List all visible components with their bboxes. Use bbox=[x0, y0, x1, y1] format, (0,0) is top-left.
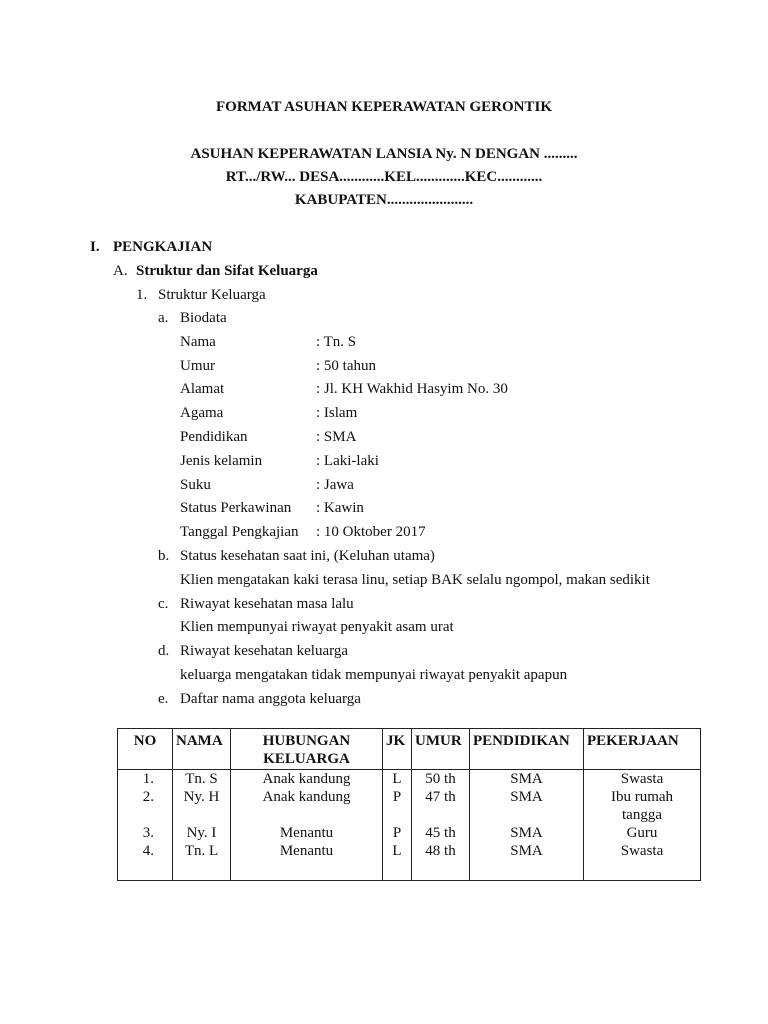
riwayat-lalu-text: Klien mempunyai riwayat penyakit asam urat bbox=[180, 619, 454, 635]
cell-no: 1. bbox=[118, 770, 173, 789]
daftar-title: Daftar nama anggota keluarga bbox=[180, 691, 361, 707]
cell-pekerjaan bbox=[584, 770, 701, 789]
cell-pendidikan: SMA bbox=[470, 788, 584, 824]
biodata-label: Status Perkawinan bbox=[180, 500, 292, 516]
cell-hubungan: Anak kandung bbox=[231, 770, 383, 789]
cell-jk: P bbox=[383, 824, 412, 842]
section-number: I. bbox=[90, 239, 100, 255]
section-heading: PENGKAJIAN bbox=[113, 239, 213, 255]
cell-pendidikan: SMA bbox=[470, 824, 584, 842]
cell-umur: 47 th bbox=[412, 788, 470, 824]
cell-pendidikan: SMA bbox=[470, 770, 584, 789]
biodata-value: : SMA bbox=[316, 429, 357, 445]
daftar-letter: e. bbox=[158, 691, 169, 707]
cell-nama: Tn. L bbox=[173, 842, 231, 881]
biodata-label: Tanggal Pengkajian bbox=[180, 524, 299, 540]
subtitle-line-1: ASUHAN KEPERAWATAN LANSIA Ny. N DENGAN ......... bbox=[190, 146, 578, 162]
biodata-value: : 50 tahun bbox=[316, 358, 376, 374]
cell-jk: L bbox=[383, 842, 412, 881]
cell-pekerjaan bbox=[584, 824, 701, 842]
table-row bbox=[118, 788, 701, 824]
cell-umur: 48 th bbox=[412, 842, 470, 881]
cell-pekerjaan-line: Ibu rumah bbox=[610, 789, 674, 805]
biodata-letter: a. bbox=[158, 310, 169, 326]
riwayat-keluarga-title: Riwayat kesehatan keluarga bbox=[180, 643, 348, 659]
biodata-title: Biodata bbox=[180, 310, 227, 326]
family-members-table bbox=[117, 728, 701, 881]
cell-hubungan: Anak kandung bbox=[231, 788, 383, 824]
header-jk: JK bbox=[383, 729, 412, 770]
biodata-label: Alamat bbox=[180, 381, 225, 397]
biodata-value: : Islam bbox=[316, 405, 358, 421]
cell-pendidikan: SMA bbox=[470, 842, 584, 881]
biodata-value: : Laki-laki bbox=[316, 453, 379, 469]
cell-pekerjaan bbox=[584, 788, 701, 824]
status-letter: b. bbox=[158, 548, 170, 564]
document-title: FORMAT ASUHAN KEPERAWATAN GERONTIK bbox=[215, 99, 552, 115]
cell-no: 2. bbox=[118, 788, 173, 824]
cell-pekerjaan-line: Guru bbox=[626, 825, 658, 841]
subtitle-line-2: RT.../RW... DESA............KEL.............KEC............ bbox=[225, 169, 543, 185]
header-no: NO bbox=[118, 729, 173, 770]
biodata-label: Suku bbox=[180, 477, 211, 493]
cell-jk: L bbox=[383, 770, 412, 789]
cell-pekerjaan bbox=[584, 842, 701, 881]
cell-nama: Ny. H bbox=[173, 788, 231, 824]
table-row bbox=[118, 842, 701, 881]
cell-no: 4. bbox=[118, 842, 173, 881]
subtitle-line-3: KABUPATEN....................... bbox=[294, 192, 474, 208]
riwayat-keluarga-text: keluarga mengatakan tidak mempunyai riwayat penyakit apapun bbox=[180, 667, 568, 683]
riwayat-lalu-letter: c. bbox=[158, 596, 169, 612]
biodata-value: : Kawin bbox=[316, 500, 364, 516]
cell-pekerjaan-line: Swasta bbox=[620, 771, 664, 787]
cell-nama: Tn. S bbox=[173, 770, 231, 789]
riwayat-lalu-title: Riwayat kesehatan masa lalu bbox=[180, 596, 354, 612]
header-hubungan-line-2: KELUARGA bbox=[263, 751, 350, 767]
subsection-title: Struktur dan Sifat Keluarga bbox=[136, 263, 318, 279]
biodata-value: : 10 Oktober 2017 bbox=[316, 524, 426, 540]
header-pendidikan: PENDIDIKAN bbox=[470, 729, 584, 770]
item-title: Struktur Keluarga bbox=[158, 287, 266, 303]
cell-no: 3. bbox=[118, 824, 173, 842]
table-row bbox=[118, 824, 701, 842]
biodata-label: Nama bbox=[180, 334, 216, 350]
biodata-label: Pendidikan bbox=[180, 429, 248, 445]
status-title: Status kesehatan saat ini, (Keluhan utama) bbox=[180, 548, 435, 564]
header-hubungan-line-1: HUBUNGAN bbox=[262, 733, 351, 749]
biodata-value: : Jl. KH Wakhid Hasyim No. 30 bbox=[316, 381, 508, 397]
cell-umur: 50 th bbox=[412, 770, 470, 789]
header-nama: NAMA bbox=[173, 729, 231, 770]
status-text: Klien mengatakan kaki terasa linu, setiap BAK selalu ngompol, makan sedikit bbox=[180, 572, 650, 588]
riwayat-keluarga-letter: d. bbox=[158, 643, 170, 659]
biodata-value: : Jawa bbox=[316, 477, 354, 493]
item-number: 1. bbox=[136, 287, 148, 303]
subsection-letter: A. bbox=[113, 263, 128, 279]
cell-hubungan: Menantu bbox=[231, 824, 383, 842]
biodata-value: : Tn. S bbox=[316, 334, 357, 350]
cell-pekerjaan-line: Swasta bbox=[620, 843, 664, 859]
header-umur: UMUR bbox=[412, 729, 470, 770]
cell-pekerjaan-line: tangga bbox=[622, 807, 662, 823]
header-pekerjaan: PEKERJAAN bbox=[584, 729, 701, 770]
header-hubungan bbox=[231, 729, 383, 770]
cell-umur: 45 th bbox=[412, 824, 470, 842]
table-row bbox=[118, 770, 701, 789]
biodata-label: Umur bbox=[180, 358, 215, 374]
cell-jk: P bbox=[383, 788, 412, 824]
cell-hubungan: Menantu bbox=[231, 842, 383, 881]
cell-nama: Ny. I bbox=[173, 824, 231, 842]
biodata-label: Agama bbox=[180, 405, 224, 421]
table-header-row bbox=[118, 729, 701, 770]
biodata-label: Jenis kelamin bbox=[180, 453, 263, 469]
